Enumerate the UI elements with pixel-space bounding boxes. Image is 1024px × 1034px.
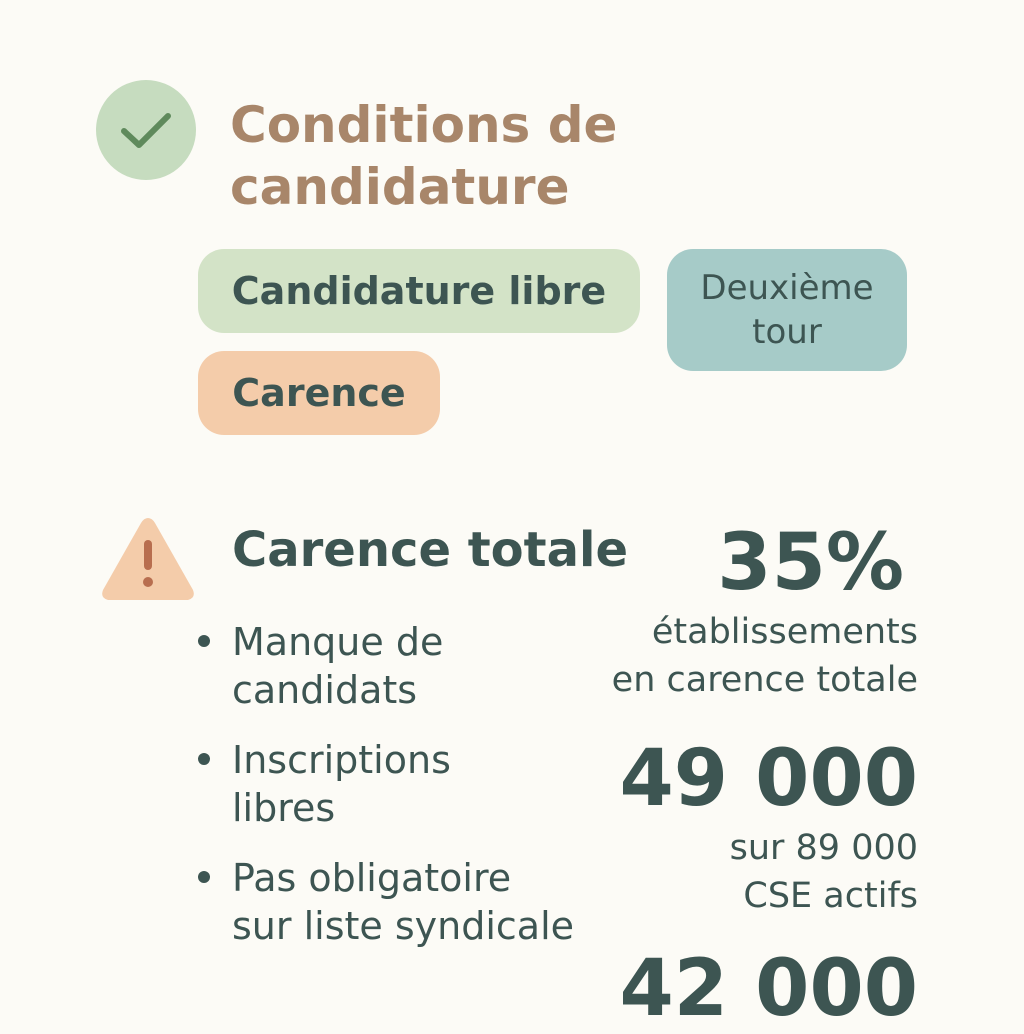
stat-label: établissements [651, 612, 918, 652]
section-title-carence-totale: Carence totale [232, 522, 628, 578]
tag-deuxieme-tour [667, 249, 907, 371]
tag-label: Candidature libre [231, 269, 607, 313]
stat-block [518, 518, 918, 704]
stat-value: 49 000 [619, 734, 918, 824]
list-item-text: candidats [232, 668, 418, 712]
stat-label: en carence totale [611, 660, 918, 700]
stat-block [518, 944, 918, 1034]
section-title-conditions [230, 94, 690, 218]
tag-carence [198, 351, 440, 435]
warning-icon [98, 512, 198, 604]
bullet-icon [198, 871, 210, 883]
tag-label: Deuxième [700, 268, 874, 308]
list-item-text: libres [232, 786, 336, 830]
stat-label: sur 89 000 [729, 828, 918, 868]
stat-value: 42 000 [619, 944, 918, 1034]
list-item-text: sur liste syndicale [232, 904, 575, 948]
bullet-icon [198, 635, 210, 647]
title-line: candidature [230, 158, 570, 216]
list-item-text: Pas obligatoire [232, 856, 512, 900]
tag-label: Carence [232, 371, 406, 415]
title-line: Conditions de [230, 96, 618, 154]
stat-label: CSE actifs [743, 876, 918, 916]
list-item-text: Manque de [232, 620, 444, 664]
stat-block [518, 734, 918, 920]
tag-candidature-libre [198, 249, 640, 333]
check-icon [96, 80, 196, 180]
tag-label: tour [752, 312, 822, 352]
stat-value: 35% [717, 518, 904, 608]
list-item-text: Inscriptions [232, 738, 451, 782]
bullet-icon [198, 753, 210, 765]
